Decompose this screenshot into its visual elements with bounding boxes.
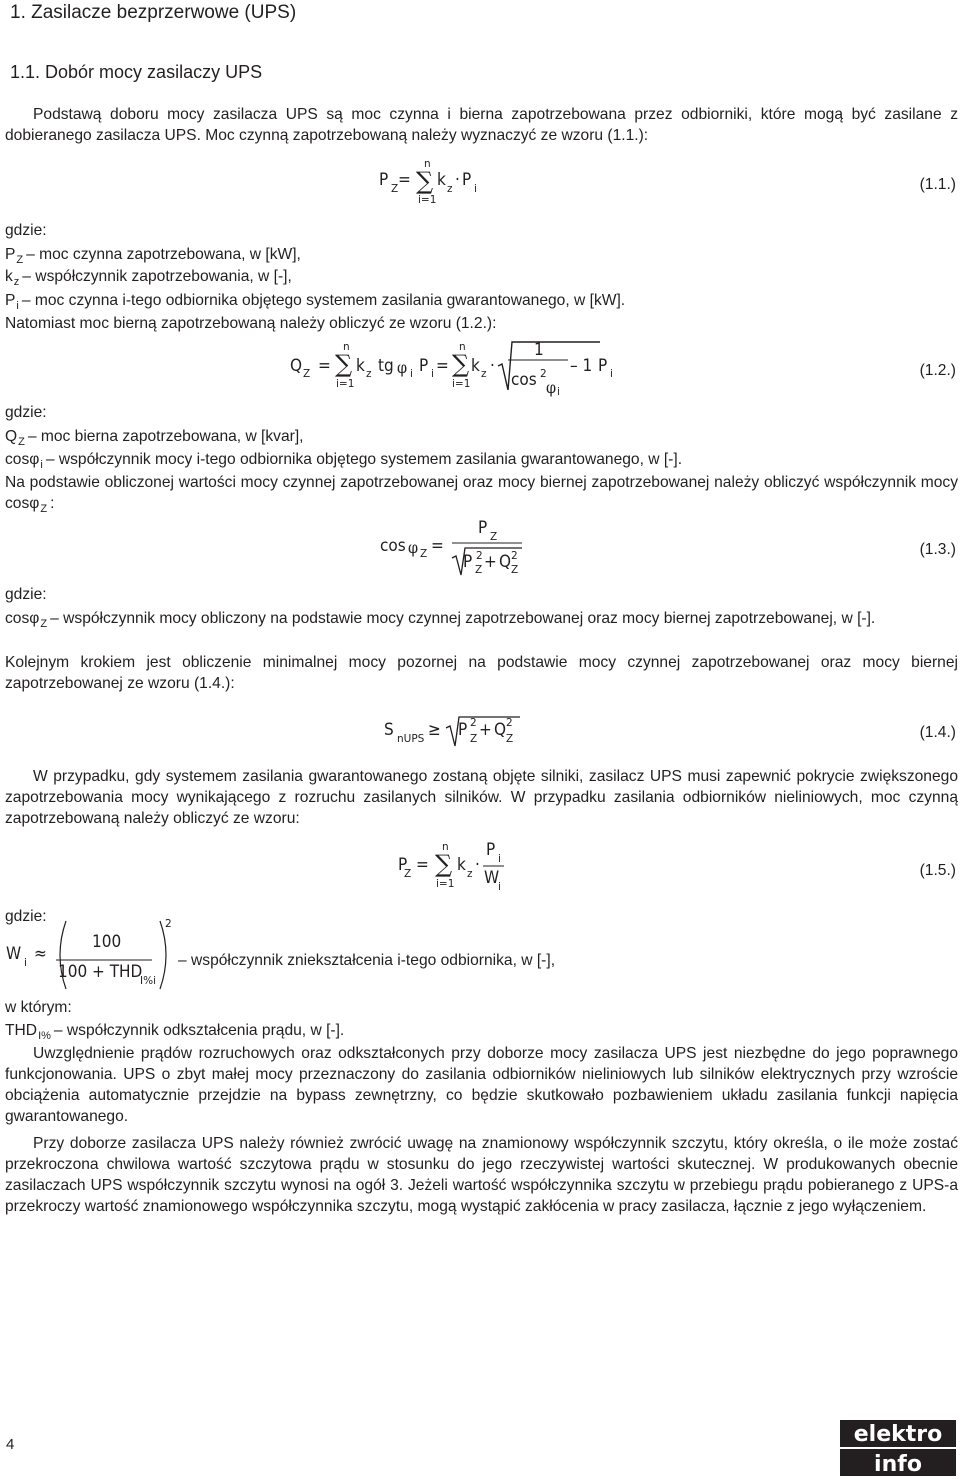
- logo-icon: [838, 1418, 958, 1478]
- eq2-i1: i=1: [336, 378, 355, 390]
- eq3-equals: =: [431, 536, 444, 556]
- eq4-s: S: [384, 720, 394, 740]
- def-symbol: P: [5, 246, 16, 263]
- def-symbol: THD: [5, 1022, 38, 1039]
- definition-cosphi-i: [5, 449, 682, 472]
- eq2-radical-icon: [0, 340, 960, 400]
- eq6-text: – współczynnik zniekształcenia i-tego odbiornika, w [-],: [178, 952, 556, 969]
- uwzglednienie-paragraph: Uwzględnienie prądów rozruchowych oraz odkształconych przy doborze mocy zasilacza UPS jest niezbędne do jego poprawnego funkcjonowania. UPS o zbyt małej mocy przeznaczony do zasilania odbiorników nieliniowych lub silników elektrycznych przy wzroście obciążenia automatycznie przejdzie na bypass zewnętrzny, co będzie skutkowało pozbawieniem układu zasilania funkcji napięcia gwarantowanego.: [5, 1045, 958, 1125]
- eq2-n1: n: [343, 341, 350, 353]
- eq2-phi-sub: i: [410, 368, 413, 380]
- eq3-den-q-sub: Z: [511, 564, 519, 576]
- na-podstawie-paragraph: [5, 472, 958, 516]
- eq1-lhs-sub: Z: [391, 183, 399, 195]
- intro-paragraph: Podstawą doboru mocy zasilacza UPS są moc czynna i bierna zapotrzebowana przez odbiorniki, które mogą być zasilane z dobieranego zasilacza UPS. Moc czynną zapotrzebowaną należy wyznaczyć ze wzoru (1.1.):: [5, 106, 958, 144]
- eq2-sum2-icon: ∑: [452, 350, 470, 378]
- kolejnym-paragraph: Kolejnym krokiem jest obliczenie minimalnej mocy pozornej na podstawie mocy czynnej zapotrzebowanej oraz mocy biernej zapotrzebowanej ze wzoru (1.4.):: [5, 654, 958, 692]
- def-symbol-sub: z: [13, 276, 20, 288]
- eq2-p-tail-letter: P: [598, 356, 608, 376]
- eq4-plus: +: [479, 720, 492, 740]
- eq1-sum-bottom: i=1: [418, 194, 437, 206]
- eq1-sum-top: n: [424, 158, 431, 170]
- section-title: 1. Zasilacze bezprzerwowe (UPS): [10, 2, 297, 23]
- eq6-w-sub: i: [24, 957, 27, 969]
- eq4-s-sub: nUPS: [397, 733, 425, 745]
- eq2-k: k: [356, 356, 365, 376]
- eq3-den-p: P: [463, 552, 473, 572]
- eq3-cos: cos: [380, 536, 406, 556]
- def-symbol-sub: I%: [38, 1030, 51, 1042]
- eq6-exp: 2: [165, 918, 172, 930]
- def-symbol-sub: Z: [40, 618, 48, 630]
- eq2-p-tail-sub: i: [610, 368, 613, 380]
- def-symbol-sub: Z: [16, 254, 24, 266]
- eq3-num-sub: Z: [490, 531, 498, 543]
- definition-qz: [5, 426, 304, 449]
- eq2-sum-icon: ∑: [335, 350, 353, 378]
- gdzie-label: gdzie:: [5, 908, 47, 925]
- eq2-tg: tg: [378, 356, 394, 376]
- natomiast-line: Natomiast moc bierną zapotrzebowaną należy obliczyć ze wzoru (1.2.):: [5, 315, 497, 332]
- eq5-i1: i=1: [436, 878, 455, 890]
- def-text: – moc bierna zapotrzebowana, w [kvar],: [27, 428, 304, 445]
- eq5-num-sub: i: [498, 853, 501, 865]
- eq6-hundred: 100: [92, 932, 122, 952]
- eq2-i2: i=1: [452, 378, 471, 390]
- eq1-sum-icon: ∑: [416, 167, 434, 195]
- def-text: – współczynnik mocy i-tego odbiornika objętego systemem zasilania gwarantowanego, w [-].: [45, 451, 683, 468]
- eq4-p-exp: 2: [470, 717, 477, 729]
- eq1-dot: ·: [455, 170, 460, 190]
- eq1-lhs: P: [379, 170, 389, 190]
- eq2-p: P: [419, 356, 429, 376]
- eq2-k2: k: [471, 356, 480, 376]
- eq2-number: (1.2.): [919, 362, 956, 379]
- eq3-phi-sub: Z: [420, 548, 428, 560]
- eq3-den-q-exp: 2: [511, 550, 518, 562]
- eq6-w: W: [6, 944, 22, 964]
- def-text: – współczynnik zapotrzebowania, w [-],: [22, 268, 292, 285]
- eq5-k-sub: z: [467, 868, 473, 880]
- eq5-n: n: [442, 841, 449, 853]
- eq2-equals: =: [318, 356, 331, 376]
- eq5-dot: ·: [475, 855, 480, 875]
- eq1-number: (1.1.): [919, 176, 956, 193]
- subsection-title: 1.1. Dobór mocy zasilaczy UPS: [10, 62, 263, 82]
- eq4-q: Q: [494, 720, 507, 740]
- definition-thd: [5, 1020, 344, 1043]
- eq1-k: k: [437, 170, 446, 190]
- definition-cosphi-z: [5, 608, 958, 631]
- eq2-n2: n: [459, 341, 466, 353]
- eq4-q-exp: 2: [506, 717, 513, 729]
- eq6-denom: 100 + THD: [58, 962, 143, 982]
- eq5-fraction-bar-icon: [0, 858, 960, 878]
- def-symbol-sub: i: [40, 459, 43, 471]
- eq2-dot: ·: [490, 356, 495, 376]
- eq2-cos-exp: 2: [540, 368, 547, 380]
- eq4-number: (1.4.): [919, 724, 956, 741]
- eq2-phi2-sub: i: [557, 386, 560, 398]
- eq2-equals-2: =: [436, 356, 449, 376]
- eq2-k-sub: z: [366, 368, 372, 380]
- eq2-p-sub: i: [431, 368, 434, 380]
- na-podstawie-sub: Z: [40, 503, 48, 515]
- eq2-p-tail: [598, 356, 607, 376]
- eq1-k-sub: z: [447, 183, 453, 195]
- eq5-p: P: [398, 855, 408, 875]
- svg-text:elektro: elektro: [853, 1422, 943, 1447]
- def-symbol: k: [5, 268, 13, 285]
- def-text: – moc czynna zapotrzebowana, w [kW],: [26, 246, 301, 263]
- eq1-p-sub: i: [474, 183, 477, 195]
- def-symbol-sub: Z: [18, 436, 25, 448]
- eq3-den-q: Q: [499, 552, 512, 572]
- gdzie-label: gdzie:: [5, 222, 47, 239]
- na-podstawie-text: Na podstawie obliczonej wartości mocy czynnej zapotrzebowanej oraz mocy biernej zapotrzebowanej należy obliczyć współczynnik mocy cosφ: [5, 474, 958, 512]
- page-number: 4: [6, 1436, 15, 1453]
- definition-pi: [5, 290, 625, 313]
- eq5-sum-icon: ∑: [435, 850, 453, 878]
- w-ktorym-label: w którym:: [5, 999, 72, 1016]
- eq2-phi-2: φ: [546, 378, 557, 397]
- eq5-number: (1.5.): [919, 862, 956, 879]
- gdzie-label: gdzie:: [5, 586, 47, 603]
- eq2-phi: φ: [397, 358, 408, 377]
- def-symbol: cosφ: [5, 610, 40, 627]
- def-symbol: P: [5, 292, 16, 309]
- def-text: – współczynnik mocy obliczony na podstawie mocy czynnej zapotrzebowanej oraz mocy biernej zapotrzebowanej, w [-].: [50, 610, 876, 627]
- gdzie-label: gdzie:: [5, 404, 47, 421]
- na-podstawie-end: :: [50, 495, 55, 512]
- eq3-den-p-exp: 2: [476, 550, 483, 562]
- def-symbol: Q: [5, 428, 18, 445]
- eq4-p-sub: Z: [470, 733, 478, 745]
- eq2-k2-sub: z: [481, 368, 487, 380]
- eq4-q-sub: Z: [506, 733, 514, 745]
- def-text: – moc czynna i-tego odbiornika objętego systemem zasilania gwarantowanego, w [kW].: [21, 292, 626, 309]
- definition-kz: [5, 266, 292, 289]
- eq6-approx: ≈: [34, 944, 47, 964]
- eq3-num-p: P: [478, 518, 488, 538]
- eq3-phi: φ: [408, 538, 419, 557]
- def-symbol: cosφ: [5, 451, 40, 468]
- eq6-denom-sub: I%i: [140, 975, 156, 987]
- eq5-p-sub: Z: [404, 868, 412, 880]
- def-text: – współczynnik odkształcenia prądu, w [-].: [53, 1022, 345, 1039]
- eq2-q-sub: Z: [303, 368, 311, 380]
- elektro-info-logo: [838, 1418, 958, 1478]
- eq2-cos: cos: [511, 370, 537, 390]
- eq5-den-w: W: [484, 868, 500, 888]
- eq5-equals: =: [416, 855, 429, 875]
- eq1-equals: =: [398, 170, 411, 190]
- eq3-number: (1.3.): [919, 541, 956, 558]
- definition-pz: [5, 244, 301, 267]
- eq5-den-sub: i: [498, 881, 501, 893]
- eq5-num-p: P: [486, 840, 496, 860]
- eq2-minus-one: – 1: [570, 356, 593, 376]
- eq2-one: 1: [534, 340, 544, 360]
- szczyt-paragraph: Przy doborze zasilacza UPS należy również zwrócić uwagę na znamionowy współczynnik szczytu, który określa, o ile może zostać przekroczona chwilowa wartość szczytowa prądu w stosunku do jego rzeczywistej wartości skutecznej. W produkowanych obecnie zasilaczach UPS współczynnik szczytu wynosi na ogół 3. Jeżeli wartość współczynnika szczytu w przebiegu prądu pobieranego z UPS-a przekroczy wartość znamionowego współczynnika szczytu, mogą wystąpić zakłócenia w pracy zasilacza, łącznie z jego wyłączeniem.: [5, 1135, 958, 1215]
- silniki-paragraph: W przypadku, gdy systemem zasilania gwarantowanego zostaną objęte silniki, zasilacz UPS musi zapewnić pokrycie zwiększonego zapotrzebowania mocy wynikającego z rozruchu zasilanych silników. W przypadku zasilania odbiorników nieliniowych, moc czynną zapotrzebowaną należy obliczyć ze wzoru:: [5, 768, 958, 827]
- eq3-den-p-sub: Z: [475, 564, 483, 576]
- eq4-ge: ≥: [428, 720, 441, 740]
- def-symbol-sub: i: [16, 300, 19, 312]
- eq3-plus: +: [484, 552, 497, 572]
- eq5-k: k: [457, 855, 466, 875]
- eq4-p: P: [458, 720, 468, 740]
- eq1-p: P: [462, 170, 472, 190]
- svg-text:info: info: [874, 1452, 922, 1477]
- eq2-q: Q: [290, 356, 303, 376]
